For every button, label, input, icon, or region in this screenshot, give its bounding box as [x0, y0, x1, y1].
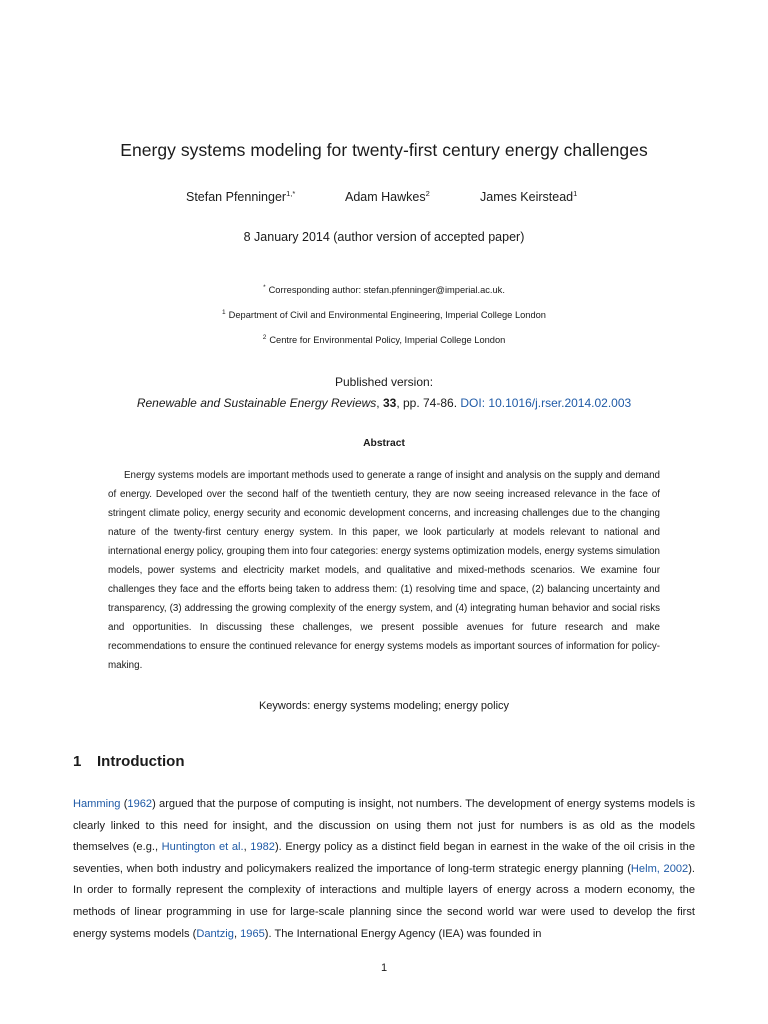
journal-volume: 33	[382, 396, 397, 410]
citation-huntington-year[interactable]: 1982	[250, 841, 275, 854]
intro-text: ). The International Energy Agency (IEA) was founded in	[264, 927, 542, 940]
journal-pages: , pp. 74-86.	[396, 396, 458, 410]
affiliation-mark: 1	[222, 309, 226, 316]
citation-helm[interactable]: Helm, 2002	[630, 862, 689, 875]
affiliation-mark: *	[263, 284, 266, 291]
doi-link[interactable]: DOI: 10.1016/j.rser.2014.02.003	[460, 396, 632, 410]
published-version-label: Published version:	[334, 375, 434, 389]
author-name: Stefan Pfenninger	[186, 190, 287, 204]
author-keirstead	[480, 189, 577, 204]
keywords: Keywords: energy systems modeling; energy policy	[258, 700, 510, 712]
author-name: Adam Hawkes	[345, 190, 426, 204]
citation-hamming[interactable]: Hamming	[73, 798, 121, 810]
affiliation-1	[0, 309, 768, 320]
citation-dantzig[interactable]: Dantzig	[196, 927, 234, 940]
affiliation-mark: 2	[262, 334, 267, 341]
author-name: James Keirstead	[480, 190, 574, 204]
introduction-paragraph: Hamming (1962) argued that the purpose of computing is insight, not numbers. The development of energy systems models is clearly linked to this need for insight, and the discussion on using them not just for numbers is as old as the models themselves (e.g., Huntington et al., 1982). Energy policy as a distinct field began in earnest in the wake of the oil crisis in the seventies, when both industry and policymakers realized the importance of long-term strategic energy planning (Helm, 2002). In order to formally represent the complexity of interactions and multiple layers of energy across a modern economy, the methods of linear programming in use for large-scale planning since the second world war were used to develop the first energy systems models (Dantzig, 1965). The International Energy Agency (IEA) was founded in	[73, 798, 695, 940]
affiliation-2	[0, 334, 768, 345]
paper-date: 8 January 2014 (author version of accepted paper)	[243, 230, 525, 244]
author-list	[0, 189, 768, 209]
abstract-heading: Abstract	[363, 438, 405, 449]
author-marks: 2	[425, 189, 430, 198]
journal-name: Renewable and Sustainable Energy Reviews	[136, 396, 377, 410]
affiliation-corresponding	[0, 284, 768, 295]
published-citation: Renewable and Sustainable Energy Reviews, 33, pp. 74-86. DOI: 10.1016/j.rser.2014.02.003	[136, 396, 632, 410]
citation-huntington[interactable]: Huntington et al.	[161, 841, 244, 854]
section-title: Introduction	[97, 753, 185, 770]
author-pfenninger	[186, 189, 295, 204]
affiliation-text: Corresponding author: stefan.pfenninger@imperial.ac.uk.	[268, 285, 505, 295]
section-heading-introduction	[73, 753, 184, 770]
citation-dantzig-year[interactable]: 1965	[240, 927, 265, 940]
intro-text: ). In order to formally represent the complexity of interactions and multiple layers of energy across a modern economy, the methods of linear programming in use for large-scale planning since the second world war were used to develop the first energy systems models (	[73, 862, 695, 940]
section-number: 1	[73, 753, 82, 770]
affiliation-text: Centre for Environmental Policy, Imperial College London	[269, 335, 506, 345]
abstract-text: Energy systems models are important methods used to generate a range of insight and analysis on the supply and demand of energy. Developed over the second half of the twentieth century, they are now seeing increased relevance in the face of stringent climate policy, energy security and economic development concerns, and increasing challenges due to the changing nature of the twenty-first century energy system. In this paper, we look particularly at models relevant to national and international energy policy, grouping them into four categories: energy systems optimization models, energy systems simulation models, power systems and electricity market models, and qualitative and mixed-methods scenarios. We examine four challenges they face and the efforts being taken to address them: (1) resolving time and space, (2) balancing uncertainty and transparency, (3) addressing the growing complexity of the energy system, and (4) integrating human behavior and social risks and opportunities. In discussing these challenges, we present possible avenues for future research and make recommendations to ensure the continued relevance for energy systems models as important sources of information for policy-making.	[108, 470, 660, 671]
citation-hamming-year[interactable]: 1962	[127, 798, 153, 810]
intro-text: ). Energy policy as a distinct field began in earnest in the wake of the oil crisis in the seventies, when both industry and policymakers realized the importance of long-term strategic energy planning (	[73, 841, 695, 875]
page-number: 1	[380, 962, 388, 974]
intro-text: ) argued that the purpose of computing is insight, not numbers. The development of energy systems models is clearly linked to this need for insight, and the discussion on using them not just for numbers is as old as the models themselves (e.g.,	[73, 798, 695, 854]
author-hawkes	[345, 189, 430, 204]
affiliation-text: Department of Civil and Environmental Engineering, Imperial College London	[228, 310, 546, 320]
paper-title: Energy systems modeling for twenty-first century energy challenges	[120, 140, 648, 160]
author-marks: 1	[573, 189, 578, 198]
author-marks: 1,*	[286, 189, 296, 198]
